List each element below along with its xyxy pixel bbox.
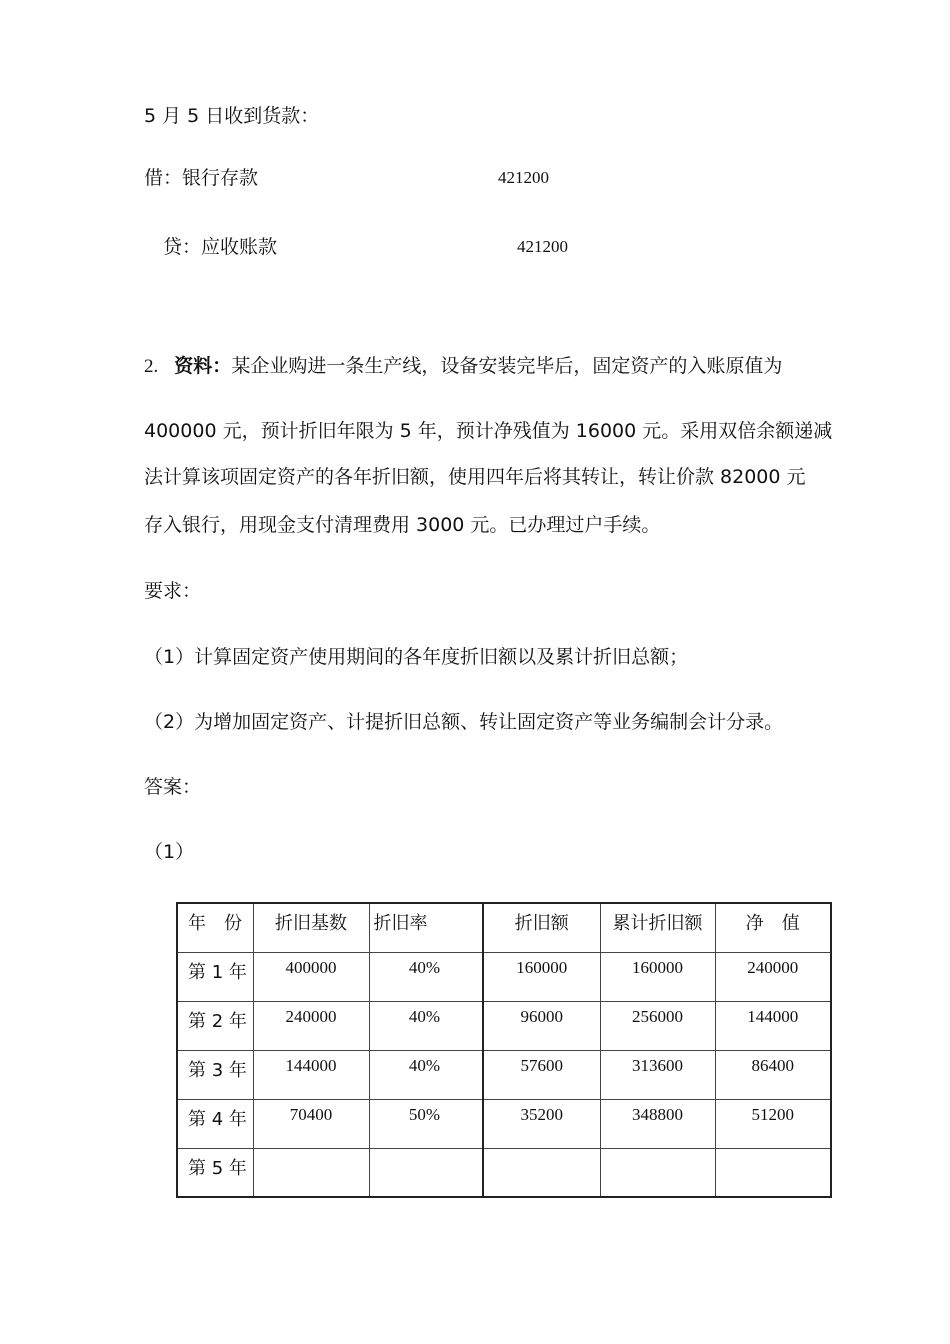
cell-accumulated: 348800 <box>600 1099 715 1148</box>
cell-accumulated <box>600 1148 715 1197</box>
debit-amount: 421200 <box>498 168 549 187</box>
cell-base: 70400 <box>253 1099 369 1148</box>
problem-number: 2. <box>144 356 159 377</box>
debit-label: 借：银行存款 <box>144 167 259 189</box>
header-net-value: 净 值 <box>715 903 831 952</box>
cell-accumulated: 160000 <box>600 952 715 1001</box>
cell-net-value: 86400 <box>715 1050 831 1099</box>
header-accumulated: 累计折旧额 <box>600 903 715 952</box>
cell-year: 第 1 年 <box>177 952 253 1001</box>
cell-net-value: 240000 <box>715 952 831 1001</box>
table-row <box>177 1148 831 1197</box>
cell-rate: 50% <box>369 1099 483 1148</box>
problem2-line1 <box>144 353 782 380</box>
table-header-row <box>177 903 831 952</box>
problem-text-4: 存入银行，用现金支付清理费用 3000 元。已办理过户手续。 <box>144 514 661 536</box>
cell-accumulated: 313600 <box>600 1050 715 1099</box>
table-row <box>177 1099 831 1148</box>
table-row <box>177 952 831 1001</box>
cell-depreciation: 96000 <box>483 1001 600 1050</box>
requirement-1: （1）计算固定资产使用期间的各年度折旧额以及累计折旧总额； <box>144 646 689 668</box>
cell-net-value: 51200 <box>715 1099 831 1148</box>
cell-depreciation: 35200 <box>483 1099 600 1148</box>
cell-accumulated: 256000 <box>600 1001 715 1050</box>
cell-depreciation <box>483 1148 600 1197</box>
requirement-2: （2）为增加固定资产、计提折旧总额、转让固定资产等业务编制会计分录。 <box>144 711 784 733</box>
table-row <box>177 1001 831 1050</box>
header-year: 年 份 <box>177 903 253 952</box>
answer-heading: 答案： <box>144 776 202 798</box>
cell-year: 第 2 年 <box>177 1001 253 1050</box>
depreciation-table <box>176 902 832 1198</box>
cell-year: 第 4 年 <box>177 1099 253 1148</box>
cell-rate: 40% <box>369 1001 483 1050</box>
credit-label: 贷：应收账款 <box>163 236 278 258</box>
header-depreciation: 折旧额 <box>483 903 600 952</box>
problem-text-3: 法计算该项固定资产的各年折旧额，使用四年后将其转让，转让价款 82000 元 <box>144 466 806 488</box>
cell-year: 第 5 年 <box>177 1148 253 1197</box>
header-base: 折旧基数 <box>253 903 369 952</box>
table-row <box>177 1050 831 1099</box>
cell-net-value <box>715 1148 831 1197</box>
answer-part-1: （1） <box>144 841 195 863</box>
cell-depreciation: 160000 <box>483 952 600 1001</box>
cell-net-value: 144000 <box>715 1001 831 1050</box>
problem-text-2: 400000 元，预计折旧年限为 5 年，预计净残值为 16000 元。采用双倍余额递减 <box>144 420 833 442</box>
requirements-heading: 要求： <box>144 580 202 602</box>
cell-rate: 40% <box>369 1050 483 1099</box>
cell-rate: 40% <box>369 952 483 1001</box>
cell-base: 400000 <box>253 952 369 1001</box>
cell-base: 240000 <box>253 1001 369 1050</box>
receipt-heading: 5 月 5 日收到货款： <box>144 105 320 127</box>
cell-year: 第 3 年 <box>177 1050 253 1099</box>
cell-base: 144000 <box>253 1050 369 1099</box>
cell-rate <box>369 1148 483 1197</box>
header-rate: 折旧率 <box>369 903 483 952</box>
cell-depreciation: 57600 <box>483 1050 600 1099</box>
problem-text-1: 某企业购进一条生产线，设备安装完毕后，固定资产的入账原值为 <box>231 355 783 377</box>
credit-amount: 421200 <box>517 237 568 256</box>
cell-base <box>253 1148 369 1197</box>
problem-label: 资料： <box>174 355 232 377</box>
